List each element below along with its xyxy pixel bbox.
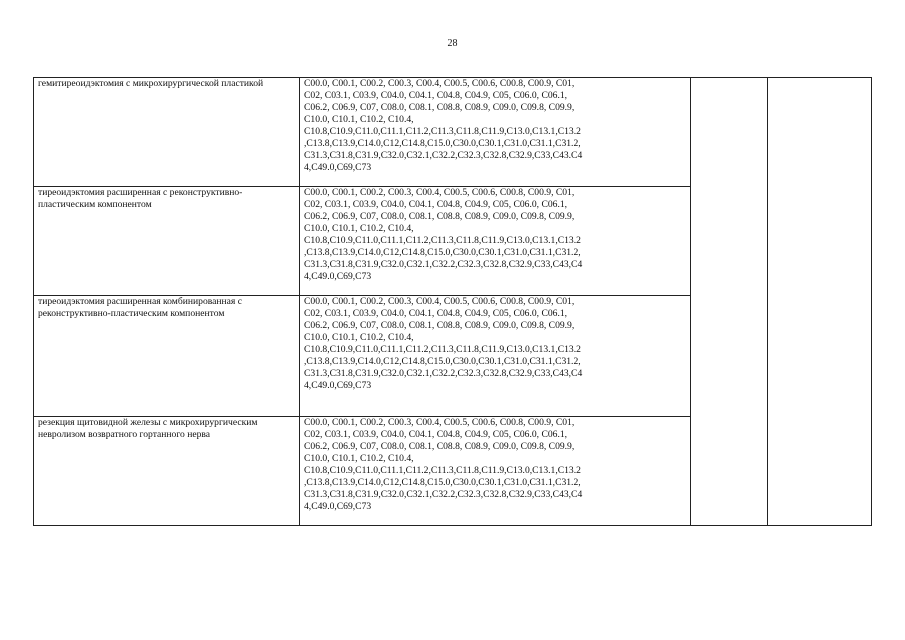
icd-codes-line: ,C13.8,C13.9,C14.0,C12,C14.8,C15.0,C30.0,C30.1,C31.0,C31.1,C31.2, — [304, 247, 581, 258]
icd-codes-line: C06.2, C06.9, C07, C08.0, C08.1, C08.8, C08.9, C09.0, C09.8, C09.9, — [304, 320, 575, 331]
icd-codes-line: C06.2, C06.9, C07, C08.0, C08.1, C08.8, C08.9, C09.0, C09.8, C09.9, — [304, 211, 575, 222]
icd-codes-line: C00.0, C00.1, C00.2, C00.3, C00.4, C00.5, C00.6, C00.8, C00.9, C01, — [304, 417, 575, 428]
icd-codes-line: C31.3,C31.8,C31.9,C32.0,C32.1,C32.2,C32.3,C32.8,C32.9,C33,C43,C4 — [304, 368, 583, 379]
icd-codes-line: C06.2, C06.9, C07, C08.0, C08.1, C08.8, C08.9, C09.0, C09.8, C09.9, — [304, 441, 575, 452]
procedure-name-cell: тиреоидэктомия расширенная комбинированная с реконструктивно-пластическим компонентом — [34, 296, 300, 417]
table-row — [34, 78, 872, 187]
icd-codes-cell — [300, 417, 691, 526]
icd-codes-line: C10.0, C10.1, C10.2, C10.4, — [304, 223, 414, 234]
icd-codes-line: C02, C03.1, C03.9, C04.0, C04.1, C04.8, C04.9, C05, C06.0, C06.1, — [304, 308, 568, 319]
icd-codes-line: 4,C49.0,C69,C73 — [304, 380, 372, 391]
empty-column-cell — [691, 78, 768, 526]
icd-codes-line: 4,C49.0,C69,C73 — [304, 162, 372, 173]
page-number: 28 — [447, 38, 458, 49]
icd-codes-line: C10.8,C10.9,C11.0,C11.1,C11.2,C11.3,C11.8,C11.9,C13.0,C13.1,C13.2 — [304, 465, 581, 476]
icd-codes-line: C10.0, C10.1, C10.2, C10.4, — [304, 453, 414, 464]
icd-codes-line: ,C13.8,C13.9,C14.0,C12,C14.8,C15.0,C30.0,C30.1,C31.0,C31.1,C31.2, — [304, 138, 581, 149]
icd-codes-line: C02, C03.1, C03.9, C04.0, C04.1, C04.8, C04.9, C05, C06.0, C06.1, — [304, 90, 568, 101]
icd-codes-line: C31.3,C31.8,C31.9,C32.0,C32.1,C32.2,C32.3,C32.8,C32.9,C33,C43.C4 — [304, 150, 583, 161]
icd-codes-line: C02, C03.1, C03.9, C04.0, C04.1, C04.8, C04.9, C05, C06.0, C06.1, — [304, 429, 568, 440]
icd-codes-line: ,C13.8,C13.9,C14.0,C12,C14.8,C15.0,C30.0,C30.1,C31.0,C31.1,C31.2, — [304, 477, 581, 488]
icd-codes-line: C31.3,C31.8,C31.9,C32.0,C32.1,C32.2,C32.3,C32.8,C32.9,C33,C43,C4 — [304, 489, 583, 500]
icd-codes-line: C02, C03.1, C03.9, C04.0, C04.1, C04.8, C04.9, C05, C06.0, C06.1, — [304, 199, 568, 210]
icd-codes-line: C06.2, C06.9, C07, C08.0, C08.1, C08.8, C08.9, C09.0, C09.8, C09.9, — [304, 102, 575, 113]
icd-codes-line: C10.0, C10.1, C10.2, C10.4, — [304, 332, 414, 343]
icd-codes-line: C00.0, C00.1, C00.2, C00.3, C00.4, C00.5, C00.6, C00.8, C00.9, C01, — [304, 78, 575, 89]
icd-codes-cell — [300, 78, 691, 187]
procedure-table — [33, 77, 872, 526]
procedure-name-cell: гемитиреоидэктомия с микрохирургической пластикой — [34, 78, 300, 187]
empty-column-cell — [768, 78, 872, 526]
icd-codes-cell — [300, 187, 691, 296]
icd-codes-line: 4,C49.0,C69,C73 — [304, 271, 372, 282]
icd-codes-cell — [300, 296, 691, 417]
procedure-name-cell: тиреоидэктомия расширенная с реконструктивно-пластическим компонентом — [34, 187, 300, 296]
icd-codes-line: C10.8,C10.9,C11.0,C11.1,C11.2,C11.3,C11.8,C11.9,C13.0,C13.1,C13.2 — [304, 344, 581, 355]
icd-codes-line: C00.0, C00.1, C00.2, C00.3, C00.4, C00.5, C00.6, C00.8, C00.9, C01, — [304, 187, 575, 198]
icd-codes-line: 4,C49.0,C69,C73 — [304, 501, 372, 512]
icd-codes-line: C31.3,C31.8,C31.9,C32.0,C32.1,C32.2,C32.3,C32.8,C32.9,C33,C43,C4 — [304, 259, 583, 270]
icd-codes-line: C10.8,C10.9,C11.0,C11.1,C11.2,C11.3,C11.8,C11.9,C13.0,C13.1,C13.2 — [304, 235, 581, 246]
procedure-name-cell: резекция щитовидной железы с микрохирургическим невролизом возвратного гортанного нерва — [34, 417, 300, 526]
icd-codes-line: C10.8,C10.9,C11.0,C11.1,C11.2,C11.3,C11.8,C11.9,C13.0,C13.1,C13.2 — [304, 126, 581, 137]
icd-codes-line: C00.0, C00.1, C00.2, C00.3, C00.4, C00.5, C00.6, C00.8, C00.9, C01, — [304, 296, 575, 307]
icd-codes-line: ,C13.8,C13.9,C14.0,C12,C14.8,C15.0,C30.0,C30.1,C31.0,C31.1,C31.2, — [304, 356, 581, 367]
icd-codes-line: C10.0, C10.1, C10.2, C10.4, — [304, 114, 414, 125]
